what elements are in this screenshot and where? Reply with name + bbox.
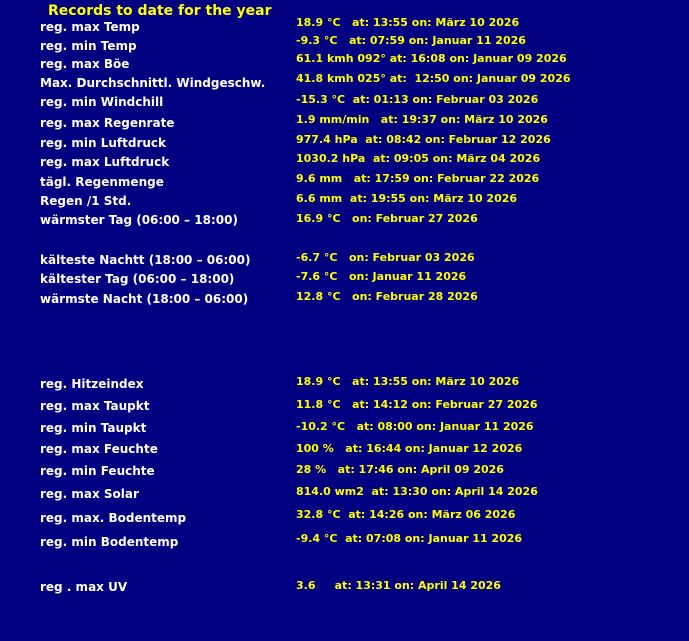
record-label-heat-index: reg. Hitzeindex bbox=[40, 377, 144, 391]
record-label-rain-hour: Regen /1 Std. bbox=[40, 194, 132, 208]
record-value-daily-rain: 9.6 mm at: 17:59 on: Februar 22 2026 bbox=[296, 172, 540, 185]
record-value-min-windchill: -15.3 °C at: 01:13 on: Februar 03 2026 bbox=[296, 93, 539, 106]
record-value-max-avg-wind: 41.8 kmh 025° at: 12:50 on: Januar 09 2026 bbox=[296, 72, 571, 85]
page-title: Records to date for the year bbox=[48, 3, 272, 19]
record-label-warmest-day: wärmster Tag (06:00 – 18:00) bbox=[40, 213, 238, 227]
record-value-warmest-night: 12.8 °C on: Februar 28 2026 bbox=[296, 290, 478, 303]
record-value-max-dewpoint: 11.8 °C at: 14:12 on: Februar 27 2026 bbox=[296, 398, 538, 411]
record-value-warmest-day: 16.9 °C on: Februar 27 2026 bbox=[296, 212, 478, 225]
record-value-min-humidity: 28 % at: 17:46 on: April 09 2026 bbox=[296, 463, 504, 476]
record-label-max-avg-wind: Max. Durchschnittl. Windgeschw. bbox=[40, 76, 266, 90]
record-value-max-soiltemp: 32.8 °C at: 14:26 on: März 06 2026 bbox=[296, 508, 516, 521]
record-value-max-temp: 18.9 °C at: 13:55 on: März 10 2026 bbox=[296, 16, 520, 29]
record-label-min-windchill: reg. min Windchill bbox=[40, 95, 164, 109]
record-label-max-humidity: reg. max Feuchte bbox=[40, 442, 158, 456]
record-value-max-rainrate: 1.9 mm/min at: 19:37 on: März 10 2026 bbox=[296, 113, 548, 126]
record-value-min-dewpoint: -10.2 °C at: 08:00 on: Januar 11 2026 bbox=[296, 420, 534, 433]
record-value-heat-index: 18.9 °C at: 13:55 on: März 10 2026 bbox=[296, 375, 520, 388]
record-label-min-pressure: reg. min Luftdruck bbox=[40, 136, 167, 150]
record-value-coldest-day: -7.6 °C on: Januar 11 2026 bbox=[296, 270, 467, 283]
record-label-daily-rain: tägl. Regenmenge bbox=[40, 175, 164, 189]
record-value-max-humidity: 100 % at: 16:44 on: Januar 12 2026 bbox=[296, 442, 523, 455]
record-label-max-soiltemp: reg. max. Bodentemp bbox=[40, 511, 187, 525]
record-label-max-pressure: reg. max Luftdruck bbox=[40, 155, 170, 169]
record-label-min-humidity: reg. min Feuchte bbox=[40, 464, 155, 478]
record-value-coldest-night: -6.7 °C on: Februar 03 2026 bbox=[296, 251, 475, 264]
record-value-max-gust: 61.1 kmh 092° at: 16:08 on: Januar 09 2026 bbox=[296, 52, 567, 65]
record-label-min-dewpoint: reg. min Taupkt bbox=[40, 421, 147, 435]
record-value-max-uv: 3.6 at: 13:31 on: April 14 2026 bbox=[296, 579, 501, 592]
record-value-rain-hour: 6.6 mm at: 19:55 on: März 10 2026 bbox=[296, 192, 518, 205]
record-value-min-soiltemp: -9.4 °C at: 07:08 on: Januar 11 2026 bbox=[296, 532, 523, 545]
record-label-min-soiltemp: reg. min Bodentemp bbox=[40, 535, 179, 549]
record-label-max-uv: reg . max UV bbox=[40, 580, 128, 594]
record-value-min-temp: -9.3 °C at: 07:59 on: Januar 11 2026 bbox=[296, 34, 526, 47]
record-label-max-temp: reg. max Temp bbox=[40, 20, 140, 34]
record-label-warmest-night: wärmste Nacht (18:00 – 06:00) bbox=[40, 292, 249, 306]
record-label-max-rainrate: reg. max Regenrate bbox=[40, 116, 175, 130]
record-label-min-temp: reg. min Temp bbox=[40, 39, 137, 53]
record-value-min-pressure: 977.4 hPa at: 08:42 on: Februar 12 2026 bbox=[296, 133, 551, 146]
record-label-max-solar: reg. max Solar bbox=[40, 487, 139, 501]
record-value-max-solar: 814.0 wm2 at: 13:30 on: April 14 2026 bbox=[296, 485, 538, 498]
record-label-max-dewpoint: reg. max Taupkt bbox=[40, 399, 150, 413]
record-label-coldest-day: kältester Tag (06:00 – 18:00) bbox=[40, 272, 235, 286]
record-value-max-pressure: 1030.2 hPa at: 09:05 on: März 04 2026 bbox=[296, 152, 541, 165]
record-label-coldest-night: kälteste Nachtt (18:00 – 06:00) bbox=[40, 253, 251, 267]
record-label-max-gust: reg. max Böe bbox=[40, 57, 130, 71]
